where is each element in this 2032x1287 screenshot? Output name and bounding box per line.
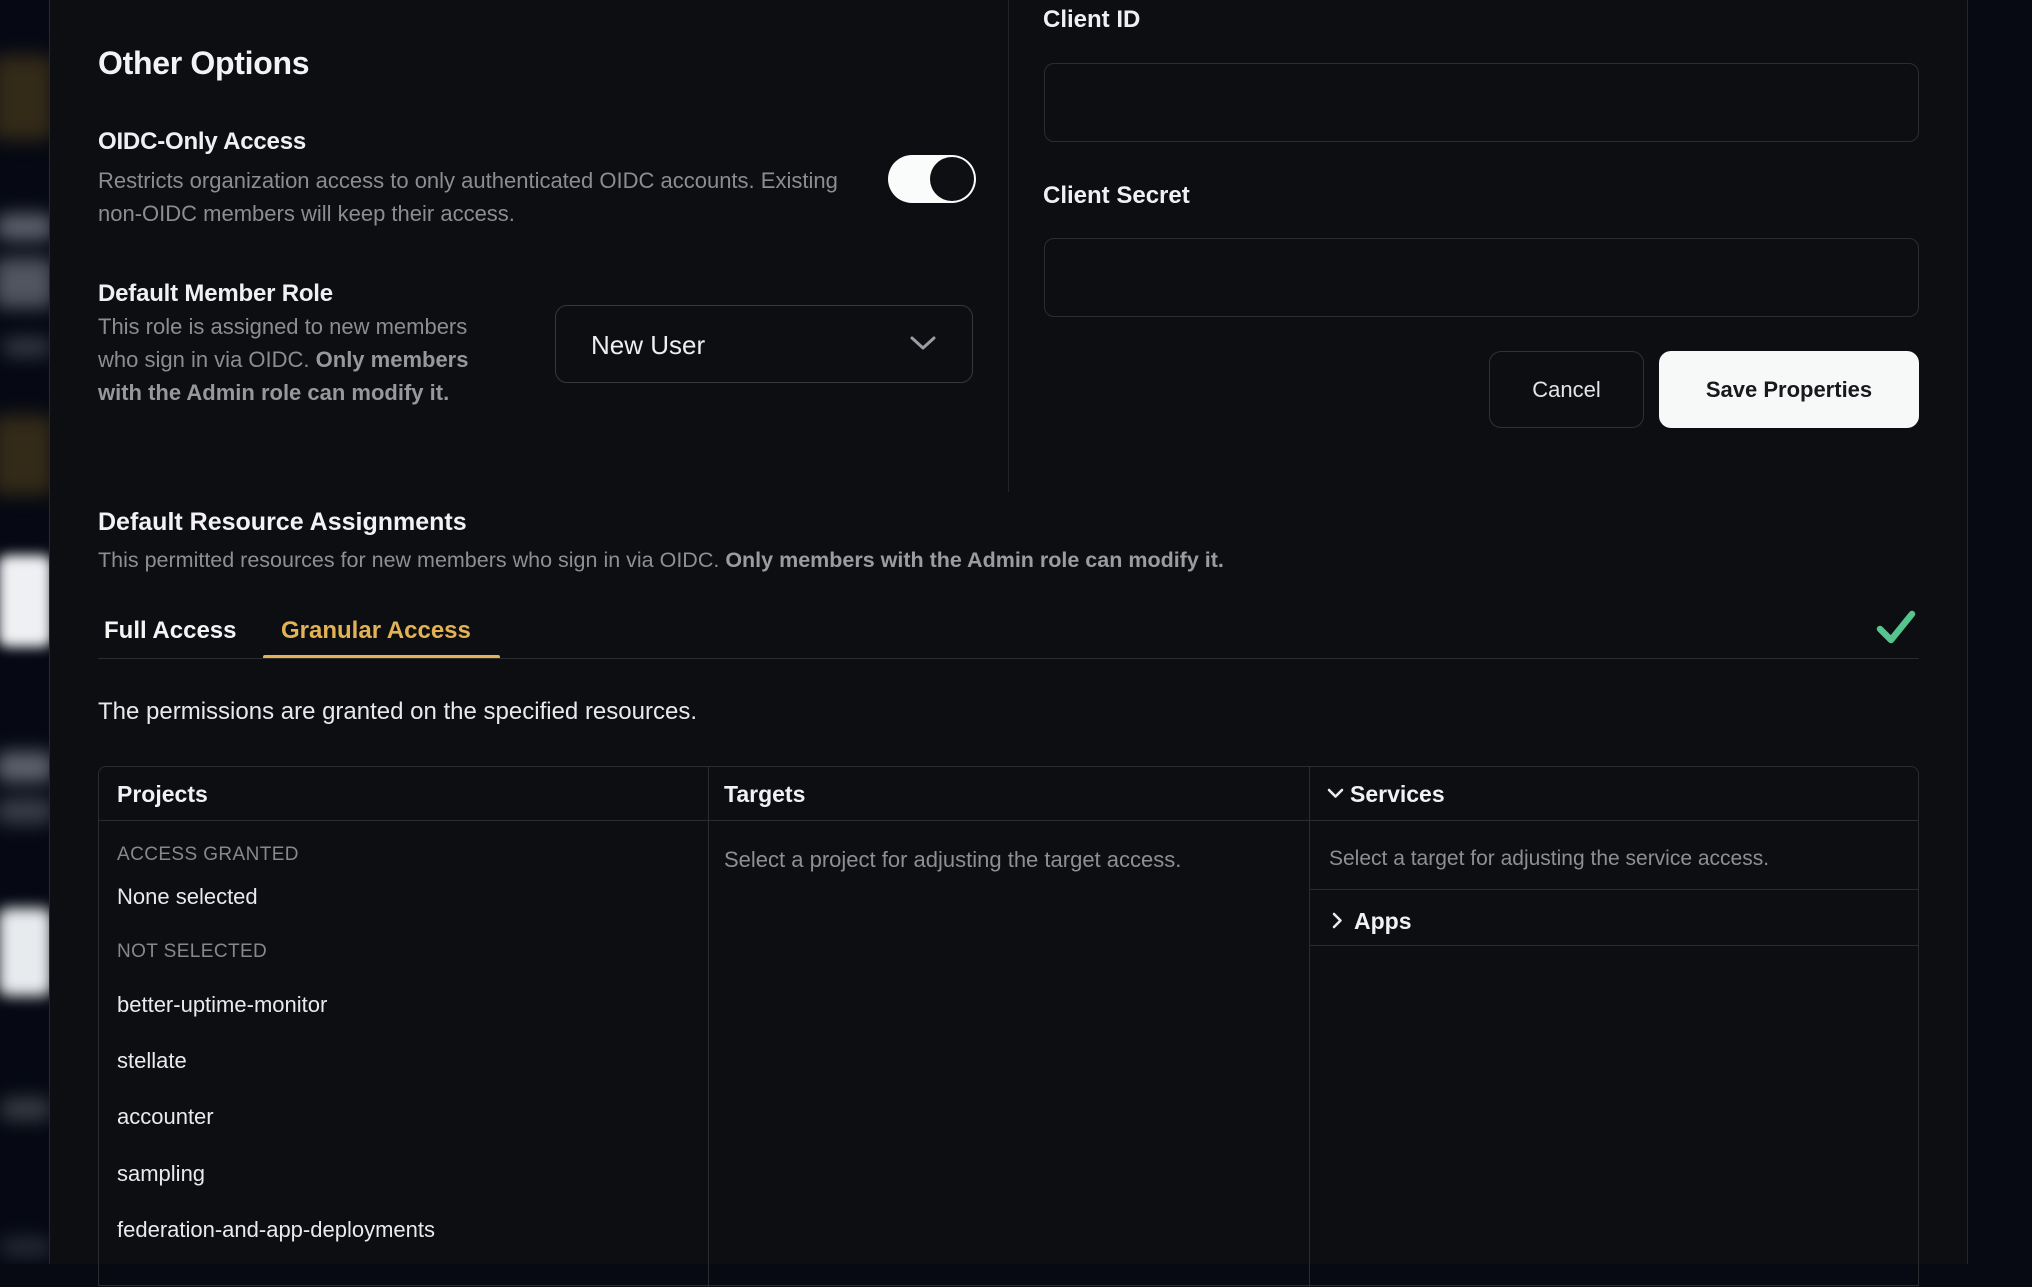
oidc-only-access-title: OIDC-Only Access — [98, 128, 306, 155]
project-item[interactable]: stellate — [117, 1048, 187, 1073]
save-properties-button[interactable]: Save Properties — [1659, 351, 1919, 428]
chevron-down-icon — [1327, 788, 1344, 799]
oidc-only-access-toggle[interactable] — [888, 155, 976, 203]
tab-full-access[interactable]: Full Access — [104, 617, 237, 644]
oidc-settings-panel — [49, 0, 1968, 1264]
column-divider — [1008, 0, 1009, 492]
apps-group-row[interactable]: Apps — [1354, 908, 1412, 934]
cancel-button[interactable]: Cancel — [1489, 351, 1644, 428]
client-secret-label: Client Secret — [1043, 182, 1190, 209]
chevron-down-icon — [910, 336, 936, 351]
client-id-input[interactable] — [1044, 63, 1919, 142]
resource-assignments-description: This permitted resources for new members who sign in via OIDC. Only members with the Admin role can modify it. — [98, 548, 1224, 572]
header-bottom-border — [99, 820, 1918, 821]
project-item[interactable]: federation-and-app-deployments — [117, 1217, 435, 1242]
resource-table — [98, 766, 1919, 1286]
permissions-note: The permissions are granted on the specified resources. — [98, 698, 697, 725]
client-id-label: Client ID — [1043, 6, 1141, 33]
targets-placeholder: Select a project for adjusting the target access. — [724, 847, 1182, 872]
default-member-role-title: Default Member Role — [98, 280, 333, 307]
client-secret-input[interactable] — [1044, 238, 1919, 317]
tab-granular-access[interactable]: Granular Access — [281, 617, 471, 644]
chevron-right-icon — [1332, 912, 1343, 929]
section-title-other-options: Other Options — [98, 45, 310, 81]
not-selected-label: NOT SELECTED — [117, 941, 268, 962]
project-item[interactable]: better-uptime-monitor — [117, 992, 328, 1017]
apps-row-border — [1309, 945, 1918, 946]
targets-services-divider — [1309, 767, 1310, 1287]
check-icon — [1875, 608, 1917, 646]
granted-empty-value: None selected — [117, 884, 258, 909]
default-member-role-description: This role is assigned to new members who sign in via OIDC. Only members with the Admin role can modify it. — [98, 314, 469, 405]
projects-column-header: Projects — [117, 781, 208, 807]
services-row-border — [1309, 889, 1918, 890]
projects-targets-divider — [708, 767, 709, 1287]
services-column-header[interactable]: Services — [1350, 781, 1445, 807]
oidc-only-access-description: Restricts organization access to only authenticated OIDC accounts. Existing non-OIDC members will keep their access. — [98, 168, 838, 226]
services-placeholder: Select a target for adjusting the service access. — [1329, 847, 1770, 870]
project-item[interactable]: sampling — [117, 1161, 206, 1186]
default-member-role-select[interactable] — [555, 305, 973, 383]
background-page-edge — [0, 0, 49, 1264]
selected-role-value: New User — [591, 330, 706, 360]
resource-assignments-title: Default Resource Assignments — [98, 508, 467, 536]
project-item[interactable]: accounter — [117, 1104, 214, 1129]
targets-column-header: Targets — [724, 781, 806, 807]
toggle-knob — [930, 157, 974, 201]
tabs-bottom-border — [98, 658, 1919, 659]
access-granted-label: ACCESS GRANTED — [117, 844, 299, 865]
